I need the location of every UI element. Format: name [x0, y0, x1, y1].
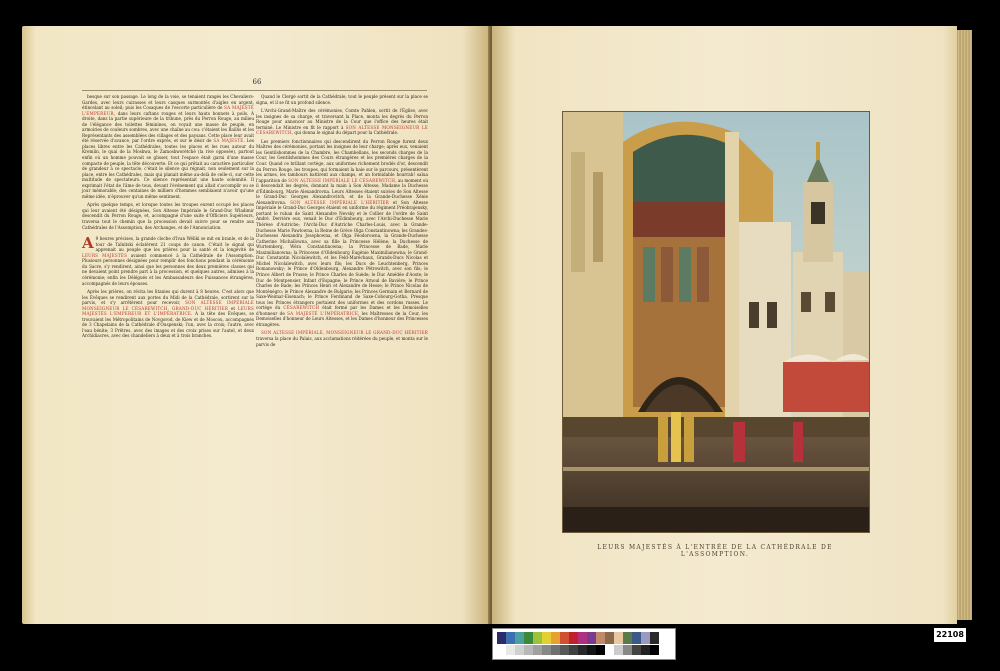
paragraph: Après quelque temps, et lorsque toutes les troupes eurent occupé les places qui leur avaient été désignées, Son Altesse Impériale le Grand-Duc Wladimir descendit du Perron Rouge, et, accompagné d'une suite d'Officiers Supérieurs, traversa tout le chemin que la procession devait suivre pour se rendre aux Cathédrales de l'Assomption, des Archanges, et de l'Annonciation.	[82, 202, 254, 230]
page-edges	[957, 30, 972, 620]
paragraph: besque sur son passage. Le long de la voie, se tenaient rangés les Chevaliers-Gardes, avec leurs cuirasses et leurs casques surmontés d'aigles en argent, étincelant au soleil; puis les Cosaques de l'escorte particulière de SA MAJESTÉ L'EMPEREUR, dans leurs caftans rouges et leurs hauts bonnets à poils. À droite, dans la partie supérieure de la tribune, près du Perron Rouge, au milieu de l'élégance des toilettes féminines, on voyait une masse de peuple, en armoiries de couleurs sombres, avec une chaîne au cou: c'étaient les Baillis et les Représentants des assemblées des villages et des paysans. Cette place leur avait été réservée d'avance, par l'ordre exprès, et sur le désir de SA MAJESTÉ. Les places libres entre les Cathédrales, toutes les places et les rues autour du Kremlin, le quai de la Moskwa, le Zamoskworétché (la rive opposée), partout enfin où un homme pouvait se glisser, tout l'espace était garni d'une masse compacte de peuple, la tête découverte. Et ce qui prêtait au caractère particulier de grandeur à ce spectacle, c'était le silence qui régnait, non seulement sur la place, entre les Cathédrales, mais qui planait même au-delà de celle-ci, sur cette multitude de spectateurs. Ce silence représentait une haute solennité. Il exprimait l'état de l'âme de tous, devant l'événement qui allait s'accomplir ou se jour mémorable; des centaines de milliers d'hommes semblaient n'avoir qu'une même idée, n'éprouver qu'un même sentiment.	[82, 94, 254, 199]
paragraph: Quand le Clergé sortit de la Cathédrale, tout le peuple présent sur la place se signa, et il se fit un profond silence.	[256, 94, 428, 105]
paragraph: SON ALTESSE IMPÉRIALE, MONSEIGNEUR LE GRAND-DUC HÉRITIER traversa la place du Palais, aux acclamations réitérées du peuple, et monta sur le parvis de	[256, 330, 428, 347]
header-rule	[82, 90, 427, 91]
drop-cap: A	[82, 234, 94, 253]
text-column-left	[82, 94, 254, 342]
paragraph: L'Archi-Grand-Maître des cérémonies, Comte Pahlen, sortit de l'Église, avec les insignes de sa charge, et traversant la Place, monta les degrés du Perron Rouge pour annoncer au Ministre de la Cour que l'office des heures était terminé. Le Ministre en fit le rapport à SON ALTESSE MONSEIGNEUR LE CÉSAREWITCH, qui donna le signal du départ pour la Cathédrale.	[256, 108, 428, 136]
archive-number-tag: 22108	[934, 628, 966, 642]
paragraph: A 9 heures précises, la grande cloche d'Ivan Wéliki se mit en branle, et de la tour de Taïnitski éclatèrent 21 coups de canon. C'était le signal qui apprenait au peuple que les prières pour la santé et la longévité de LEURS MAJESTÉS avaient commencé à la Cathédrale de l'Assomption. Plusieurs personnes désignées pour remplir des fonctions pendant la cérémonie du Sacre, s'y rendirent, ainsi que les personnes des deux premières classes qui ne devaient point prendre part à la procession, et quelques autres, admises à la cérémonie; enfin les Délégués et les Ambassadeurs des Puissances étrangères, accompagnés de leurs épouses.	[82, 234, 254, 286]
cathedral-illustration	[563, 112, 869, 532]
paragraph: Les premiers fonctionnaires qui descendirent du Perron Rouge furent deux Maîtres des cérémonies, portant les insignes de leur charge; après eux, venaient les Gentilshommes de la Chambre, les Chambellans, les seconds charges de la Cour, les Gentilshommes des Cours étrangères et les premières charges de la Cour. Quand ce brillant cortège, aux uniformes richement brodés d'or, descendit du Perron Rouge, les troupes, qui formaient la haie sur le parcours, présentèrent les armes, les tambours battirent aux champs, et un formidable hourrah! salua l'apparition de SON ALTESSE IMPÉRIALE LE CÉSAREWITCH, au moment où il descendait les degrés, donnant la main à Son Altesse, Madame la Duchesse d'Édimbourg, Marie Alexandrovna. Leurs Altesses étaient suivies de Son Altesse le Grand-Duc Georges Alexandrovitch, et de la Grande-Duchesse Xénie Alexandrovna. SON ALTESSE IMPÉRIALE L'HÉRITIER et Son Altesse Impériale le Grand-Duc Georges étaient en uniforme du régiment Préobrajensky, portant le ruban de Saint Alexandre Nevsky et le Collier de l'ordre de Saint André. Derrière eux, venait le Duc d'Édimbourg, avec l'Archi-Duchesse Marie Thérèse d'Autriche; l'Archi-Duc d'Autriche Charles-Louis, avec la Grande-Duchesse Marie Pawlowna; la Reine de Grèce Olga Constantinowna; les Grandes-Duchesses Alexandra Josephowna, et Olga Féodorowna, la Grande-Duchesse Catherine Michaïlowna, avec sa fille la Princesse Hélène; la Duchesse de Wurtemberg, Wéra Constantinowna; la Princesse de Bade, Marie Maximilianowna; la Princesse d'Oldenbourg Eugénie Maximilianowna; le Grand-Duc Constantin Nicolaïewitch, et les Feld-Maréchaux, Grands-Ducs Nicolas et Michel Nicolaïewitch, avec leurs fils; les Ducs de Leuchtenberg, Princes Romanowsky; le Prince d'Oldenbourg, Alexandre Pétrowitch, avec son fils; le Prince Albert de Prusse; le Prince Charles de Suède; le Duc Amédée d'Aoste; le Duc de Montpensier, Infant d'Espagne; le Prince Arnoul de Bavière; le Prince Charles de Bade; les Princes Henri et Alexandre de Hesse; le Prince Nicolas de Monténégro; le Prince Alexandre de Bulgarie; les Princes Germain et Bernard de Saxe-Weimar-Eisenach; le Prince Ferdinand de Saxe-Cobourg-Gotha. Presque tous les Princes étrangers portaient des uniformes et des cordons russes. Le cortège du CÉSAREWITCH était fermé par les Dames et les Demoiselles d'honneur de SA MAJESTÉ L'IMPÉRATRICE, les Maîtresses de la Cour, les Demoiselles d'honneur de Leurs Altesses, et les Dames d'honneur des Princesses étrangères.	[256, 138, 429, 327]
chromolithograph-plate	[562, 111, 870, 533]
gray-scale	[497, 645, 659, 655]
paragraph: Après les prières, on récita les litanies qui durent à 8 heures. C'est alors que les Évêques se rendirent aux portes du Midi de la Cathédrale, sortirent sur le parvis, et s'y arrêtèrent pour recevoir, SON ALTESSE IMPÉRIALE MONSEIGNEUR LE CÉSAREWITCH, GRAND-DUC HÉRITIER et LEURS MAJESTÉS L'EMPEREUR ET L'IMPÉRATRICE. À la tête des Évêques, se trouvaient les Métropolitains de Novgorod, de Kiew et de Moscou, accompagnés de 3 Chapelains de la Cathédrale d'Ouspenski; l'un, avec la croix; l'autre, avec l'eau bénite; 3 Prêtres, avec des images et des croix prises sur l'autel, et deux Archidiacres, avec des chandeliers à deux et à trois branches.	[82, 289, 254, 339]
color-calibration-target	[492, 628, 676, 660]
color-swatches	[497, 632, 659, 644]
page-number: 66	[252, 78, 262, 86]
left-page	[22, 26, 490, 624]
text-column-right	[256, 94, 428, 350]
plate-caption: LEURS MAJESTÉS À L'ENTRÉE DE LA CATHÉDRALE DE L'ASSOMPTION.	[597, 544, 833, 558]
